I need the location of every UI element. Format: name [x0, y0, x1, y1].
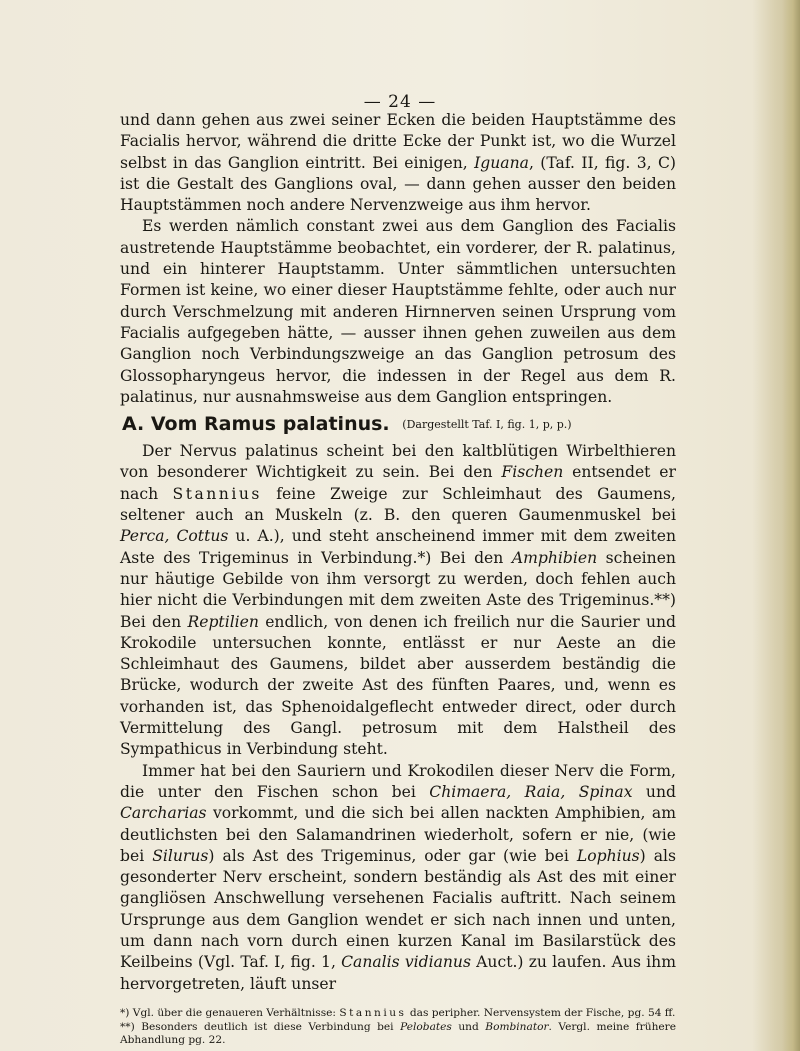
italic-run: Amphibien [511, 548, 598, 567]
italic-run: Reptilien [187, 612, 259, 631]
text-run: Auct.) zu laufen. Aus ihm hervorgetreten, läuft unser [120, 953, 676, 993]
text-run: und [451, 1020, 486, 1033]
text-run: **) Besonders deutlich ist diese Verbindung bei [120, 1020, 401, 1033]
text-run: und [632, 782, 677, 801]
spaced-author-name: Stannius [339, 1007, 407, 1019]
text-run: vorkommt, und die sich bei allen nackten Amphibien, am deutlichsten bei den Salamandrinen wiederholt, sofern er nie, (wie bei [120, 804, 676, 865]
section-heading-title: A. Vom Ramus palatinus. [122, 413, 390, 436]
text-run: scheinen nur häutige Gebilde von ihm versorgt zu werden, doch fehlen auch hier nicht die Verbindungen mit dem zweiten Aste des Trigeminus.**) Bei den [120, 548, 676, 631]
italic-run: Pelobates [400, 1020, 452, 1033]
section-heading [120, 411, 676, 438]
italic-run: Iguana [474, 153, 529, 172]
paragraph-4 [120, 761, 676, 995]
italic-run: Perca, Cottus [120, 527, 229, 546]
paragraph-3 [120, 441, 676, 760]
italic-run: Canalis vidianus [341, 953, 471, 972]
italic-run: Lophius [576, 846, 640, 865]
page-number: — 24 — [363, 92, 437, 112]
italic-run: Fischen [501, 463, 564, 482]
page-edge-shadow [782, 0, 800, 1051]
text-run: , (Taf. II, fig. 3, C) ist die Gestalt des Ganglions oval, — dann gehen ausser den beiden Hauptstämmen noch andere Nervenzweige aus ihm hervor. [120, 153, 676, 215]
italic-run: Bombinator [485, 1020, 549, 1033]
italic-run: Carcharias [120, 804, 207, 823]
text-run: das peripher. Nervensystem der Fische, pg. 54 ff. [406, 1007, 676, 1019]
text-run: ) als gesonderter Nerv erscheint, sondern beständig als Ast des mit einer gangliösen Anschwellung versehenen Facialis auftritt. Nach seinem Ursprunge aus dem Ganglion wendet er sich nach innen und unten, um dann nach vorn durch einen kurzen Kanal im Basilarstück des Keilbeins (Vgl. Taf. I, fig. 1, [120, 846, 677, 972]
paragraph-1 [120, 110, 676, 216]
text-run: Immer hat bei den Sauriern und Krokodilen dieser Nerv die Form, die unter den Fischen schon bei [120, 761, 676, 801]
text-run: . Vergl. meine frühere Abhandlung pg. 22. [120, 1020, 676, 1046]
footnote-1 [120, 1007, 676, 1021]
text-run: und dann gehen aus zwei seiner Ecken die beiden Hauptstämme des Facialis hervor, während die dritte Ecke der Punkt ist, wo die Wurzel selbst in das Ganglion eintritt. Bei einigen, [120, 111, 676, 172]
paragraph-2 [120, 216, 676, 408]
text-run: ) als Ast des Trigeminus, oder gar (wie bei [208, 846, 577, 865]
text-run: feine Zweige zur Schleimhaut des Gaumens, seltener auch an Muskeln (z. B. den queren Gaumenmuskel bei [120, 484, 676, 525]
italic-run: Chimaera, Raia, Spinax [429, 782, 633, 801]
body-text [120, 110, 676, 995]
text-run: u. A.), und steht anscheinend immer mit dem zweiten Aste des Trigeminus in Verbindung.*) Bei den [120, 527, 676, 567]
text-run: entsendet er nach [120, 463, 676, 503]
text-run: endlich, von denen ich freilich nur die Saurier und Krokodile untersuchen konnte, entlässt er nur Aeste an die Schleimhaut des Gaumens, bildet aber ausserdem beständig die Brücke, wodurch der zweite Ast des fünften Paares, und, wenn es vorhanden ist, das Sphenoidalgeflecht entweder direct, oder durch Vermittelung des Gangl. petrosum mit dem Halstheil des Sympathicus in Verbindung steht. [120, 612, 677, 759]
text-run: Der Nervus palatinus scheint bei den kaltblütigen Wirbelthieren von besonderer Wichtigkeit zu sein. Bei den [120, 442, 676, 482]
spaced-author-name: Stannius [172, 484, 262, 503]
footnotes [120, 1007, 676, 1048]
footnote-2 [120, 1021, 676, 1048]
text-run: Es werden nämlich constant zwei aus dem Ganglion des Facialis austretende Hauptstämme beobachtet, ein vorderer, der R. palatinus, und ein hinterer Hauptstamm. Unter sämmtlichen untersuchten Formen ist keine, wo einer dieser Hauptstämme fehlte, oder auch nur durch Verschmelzung mit anderen Hirnnerven seinen Ursprung vom Facialis aufgegeben hätte, — ausser ihnen gehen zuweilen aus dem Ganglion noch Verbindungszweige an das Ganglion petrosum des Glossopharyngeus hervor, die indessen in der Regel aus dem R. palatinus, nur ausnahmsweise aus dem Ganglion entspringen. [120, 217, 676, 406]
italic-run: Silurus [152, 846, 209, 865]
text-run: *) Vgl. über die genaueren Verhältnisse: [120, 1007, 340, 1019]
section-heading-figure-ref: (Dargestellt Taf. I, fig. 1, p, p.) [402, 418, 572, 432]
